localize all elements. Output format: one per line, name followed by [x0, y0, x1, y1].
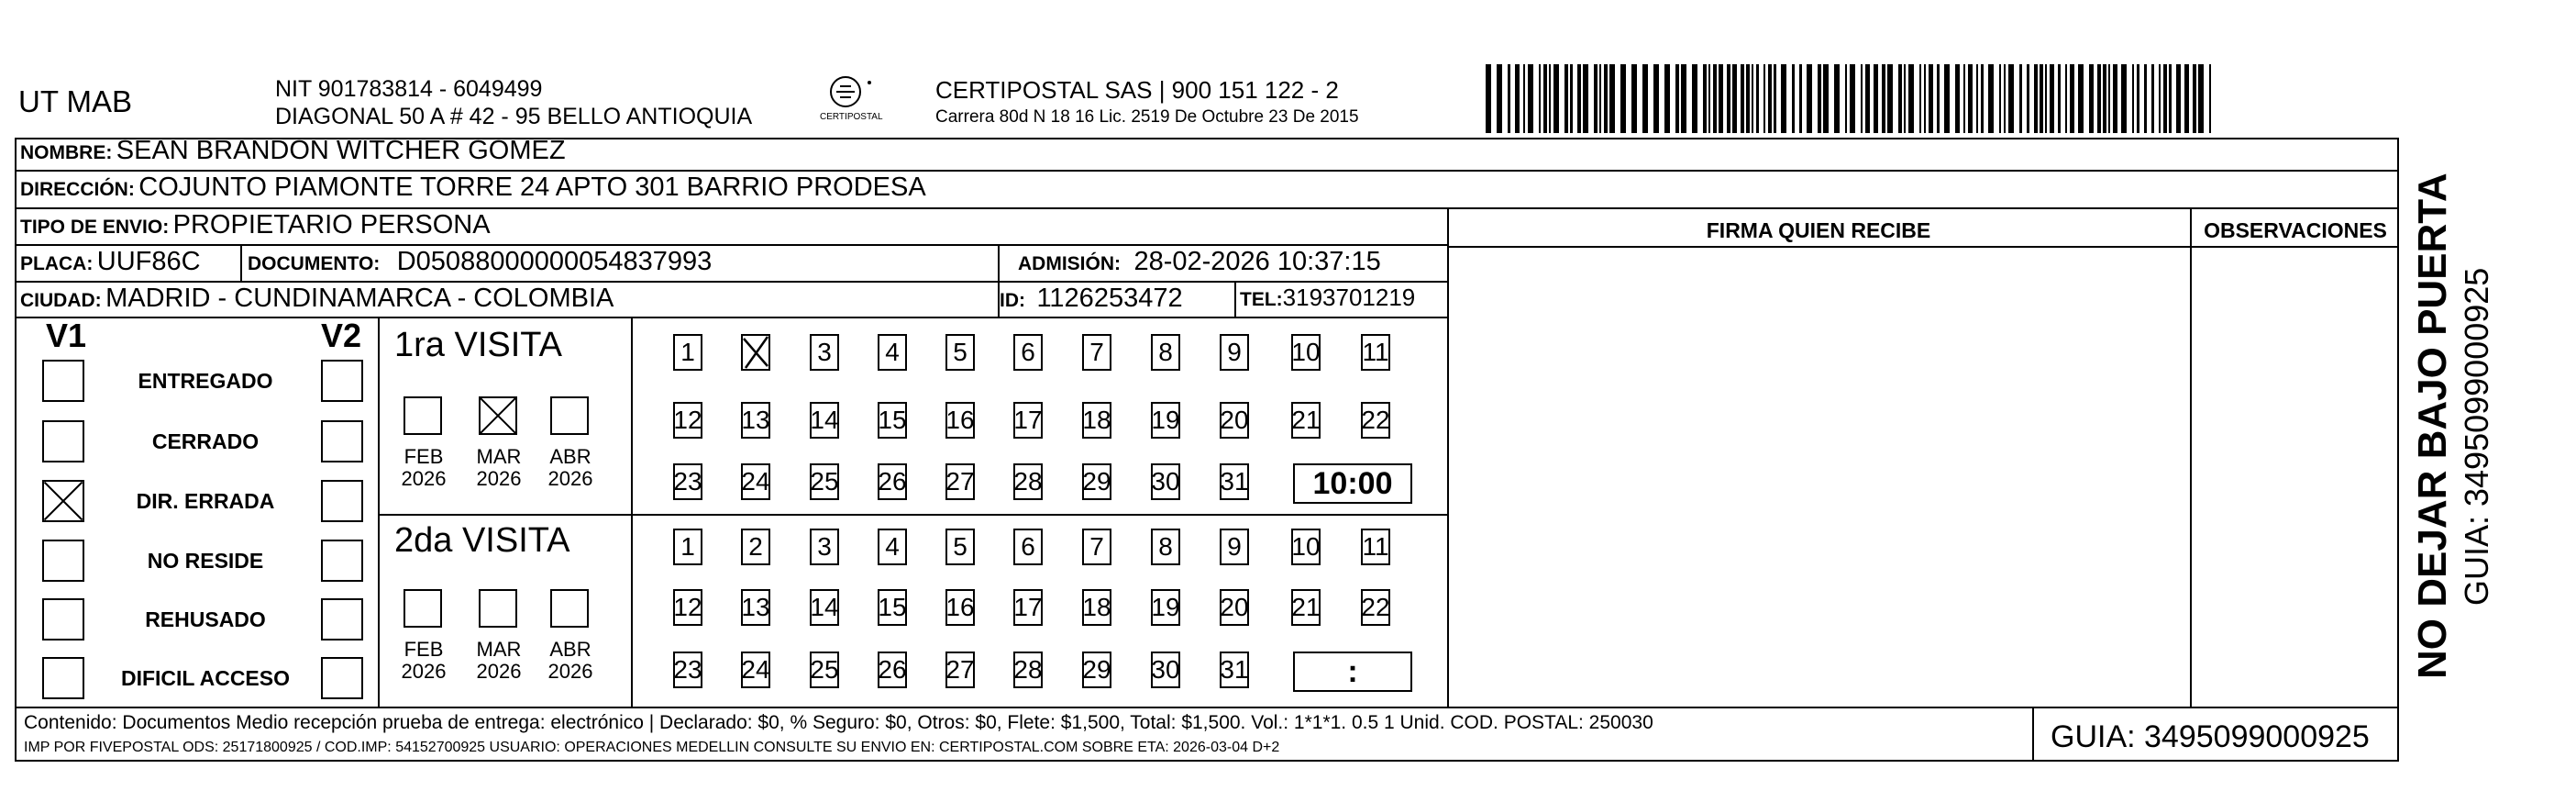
- barcode-bar: [1865, 64, 1870, 133]
- barcode-bar: [2137, 64, 2139, 133]
- v2-checkbox[interactable]: [321, 598, 363, 640]
- barcode-bar: [1609, 64, 1615, 133]
- barcode-bar: [1583, 64, 1588, 133]
- barcode-bar: [1523, 64, 1525, 133]
- barcode: [1486, 64, 2219, 133]
- barcode-bar: [1719, 64, 1723, 133]
- visit1-title: 1ra VISITA: [394, 326, 563, 364]
- day-cell[interactable]: 16: [945, 589, 975, 626]
- visit2-title: 2da VISITA: [394, 521, 570, 560]
- barcode-bar: [2159, 64, 2161, 133]
- barcode-bar: [2097, 64, 2101, 133]
- barcode-bar: [1564, 64, 1568, 133]
- type-row: [20, 210, 491, 240]
- barcode-bar: [1874, 64, 1878, 133]
- barcode-bar: [1692, 64, 1697, 133]
- reason-label: REHUSADO: [145, 607, 266, 631]
- day-cell[interactable]: 14: [810, 589, 839, 626]
- day-cell[interactable]: 26: [878, 652, 907, 688]
- barcode-bar: [1594, 64, 1598, 133]
- barcode-bar: [1746, 64, 1750, 133]
- v1-checkbox[interactable]: [42, 480, 84, 522]
- day-cell[interactable]: 3: [810, 529, 839, 565]
- day-cell[interactable]: 29: [1082, 652, 1111, 688]
- barcode-bar: [1653, 64, 1659, 133]
- reason-label: ENTREGADO: [138, 369, 273, 393]
- footer-guia: GUIA: 3495099000925: [2051, 719, 2370, 754]
- barcode-bar: [1675, 64, 1679, 133]
- day-cell[interactable]: 24: [741, 652, 770, 688]
- barcode-bar: [2132, 64, 2134, 133]
- barcode-bar: [2065, 64, 2067, 133]
- barcode-bar: [1799, 64, 1802, 133]
- day-cell[interactable]: 7: [1082, 529, 1111, 565]
- time-field[interactable]: 10:00: [1293, 463, 1412, 504]
- barcode-bar: [1664, 64, 1670, 133]
- tel-cell: [1240, 284, 1415, 312]
- day-cell[interactable]: 22: [1361, 402, 1390, 439]
- day-cell[interactable]: 1: [673, 334, 702, 371]
- v2-checkbox[interactable]: [321, 657, 363, 699]
- day-cell[interactable]: 14: [810, 402, 839, 439]
- day-cell[interactable]: 30: [1151, 463, 1180, 500]
- day-cell[interactable]: 28: [1013, 463, 1043, 500]
- day-cell[interactable]: 12: [673, 402, 702, 439]
- barcode-bar: [1981, 64, 1984, 133]
- barcode-bar: [1486, 64, 1491, 133]
- barcode-bar: [2209, 64, 2211, 133]
- footer-content: Contenido: Documentos Medio recepción prueba de entrega: electrónico | Declarado: $0, % Seguro: $0, Otros: $0, Flete: $1,500, Total: $1,500. Vol.: 1*1*1. 0.5 1 Unid. COD. POSTAL: 250030: [24, 712, 1653, 733]
- barcode-bar: [1929, 64, 1933, 133]
- v1-checkbox[interactable]: [42, 598, 84, 640]
- admission-label: ADMISIÓN:: [1018, 253, 1121, 274]
- day-cell[interactable]: 28: [1013, 652, 1043, 688]
- barcode-bar: [1515, 64, 1520, 133]
- day-cell[interactable]: 7: [1082, 334, 1111, 371]
- observations-label: OBSERVACIONES: [2204, 218, 2387, 242]
- barcode-bar: [1968, 64, 1973, 133]
- v1-header: V1: [46, 317, 87, 354]
- day-cell[interactable]: 3: [810, 334, 839, 371]
- v1-checkbox[interactable]: [42, 420, 84, 462]
- document-cell: [248, 247, 712, 277]
- barcode-bar: [2058, 64, 2061, 133]
- barcode-bar: [1850, 64, 1855, 133]
- reason-label: DIFICIL ACCESO: [120, 666, 290, 690]
- barcode-bar: [2050, 64, 2054, 133]
- barcode-bar: [2121, 64, 2127, 133]
- day-cell[interactable]: 13: [741, 402, 770, 439]
- day-cell[interactable]: 8: [1151, 529, 1180, 565]
- day-cell[interactable]: 19: [1151, 589, 1180, 626]
- barcode-bar: [1818, 64, 1821, 133]
- time-field[interactable]: :: [1293, 652, 1412, 692]
- barcode-bar: [2184, 64, 2189, 133]
- barcode-bar: [1944, 64, 1950, 133]
- side-guia: GUIA: 3495099000925: [2458, 267, 2495, 606]
- barcode-bar: [1845, 64, 1847, 133]
- barcode-bar: [1549, 64, 1551, 133]
- reason-label: DIR. ERRADA: [136, 489, 275, 513]
- day-cell[interactable]: 31: [1220, 652, 1249, 688]
- barcode-bar: [2004, 64, 2006, 133]
- month-label: ABR 2026: [547, 638, 593, 684]
- barcode-bar: [1937, 64, 1940, 133]
- month-checkbox[interactable]: [479, 396, 517, 435]
- day-cell[interactable]: 31: [1220, 463, 1249, 500]
- barcode-bar: [1861, 64, 1863, 133]
- barcode-bar: [2198, 64, 2204, 133]
- barcode-bar: [1756, 64, 1759, 133]
- barcode-bar: [1570, 64, 1573, 133]
- day-cell[interactable]: 6: [1013, 334, 1043, 371]
- barcode-bar: [1807, 64, 1812, 133]
- day-cell[interactable]: 23: [673, 652, 702, 688]
- signature-label: FIRMA QUIEN RECIBE: [1706, 218, 1931, 242]
- plate-label: PLACA:: [20, 253, 94, 274]
- month-checkbox[interactable]: [404, 396, 442, 435]
- barcode-bar: [1713, 64, 1717, 133]
- barcode-bar: [1741, 64, 1744, 133]
- day-cell[interactable]: 20: [1220, 589, 1249, 626]
- plate-cell: [20, 247, 201, 277]
- day-cell[interactable]: 27: [945, 652, 975, 688]
- nit-text: NIT 901783814 - 6049499: [275, 76, 543, 102]
- id-label: ID:: [1000, 290, 1025, 311]
- v1-checkbox[interactable]: [42, 360, 84, 402]
- city-cell: [20, 284, 614, 314]
- day-cell[interactable]: 23: [673, 463, 702, 500]
- reason-label: CERRADO: [151, 429, 260, 453]
- day-cell[interactable]: 20: [1220, 402, 1249, 439]
- barcode-bar: [2108, 64, 2110, 133]
- barcode-bar: [1768, 64, 1772, 133]
- month-label: FEB 2026: [401, 638, 447, 684]
- barcode-bar: [1774, 64, 1776, 133]
- barcode-bar: [1988, 64, 1994, 133]
- barcode-bar: [2169, 64, 2172, 133]
- barcode-bar: [2144, 64, 2147, 133]
- day-cell[interactable]: 29: [1082, 463, 1111, 500]
- barcode-bar: [2019, 64, 2022, 133]
- barcode-bar: [1898, 64, 1902, 133]
- barcode-bar: [1924, 64, 1926, 133]
- plate-value: UUF86C: [96, 247, 201, 276]
- tel-label: TEL:: [1240, 289, 1283, 310]
- barcode-bar: [1732, 64, 1737, 133]
- address-row: [20, 173, 926, 203]
- barcode-bar: [1752, 64, 1753, 133]
- barcode-bar: [1604, 64, 1608, 133]
- day-cell[interactable]: 9: [1220, 334, 1249, 371]
- barcode-bar: [1642, 64, 1648, 133]
- logo-text: CERTIPOSTAL: [820, 112, 883, 122]
- day-mark-icon: [741, 334, 770, 371]
- city-value: MADRID - CUNDINAMARCA - COLOMBIA: [105, 284, 614, 313]
- city-label: CIUDAD:: [20, 290, 102, 311]
- barcode-bar: [2034, 64, 2038, 133]
- document-value: D05088000000054837993: [396, 247, 713, 276]
- barcode-bar: [1553, 64, 1559, 133]
- side-warning: NO DEJAR BAJO PUERTA: [2410, 173, 2455, 679]
- day-cell[interactable]: 30: [1151, 652, 1180, 688]
- barcode-bar: [1792, 64, 1795, 133]
- day-cell[interactable]: 19: [1151, 402, 1180, 439]
- barcode-bar: [1543, 64, 1547, 133]
- barcode-bar: [1904, 64, 1906, 133]
- company-license: Carrera 80d N 18 16 Lic. 2519 De Octubre 23 De 2015: [935, 107, 1359, 127]
- day-cell[interactable]: 18: [1082, 402, 1111, 439]
- ut-label: UT MAB: [18, 84, 133, 118]
- v1-checkbox[interactable]: [42, 540, 84, 582]
- day-cell[interactable]: 15: [878, 402, 907, 439]
- barcode-bar: [1577, 64, 1581, 133]
- v2-checkbox[interactable]: [321, 480, 363, 522]
- month-checkbox[interactable]: [550, 589, 589, 628]
- barcode-bar: [2027, 64, 2029, 133]
- v2-header: V2: [321, 317, 362, 354]
- day-cell[interactable]: 9: [1220, 529, 1249, 565]
- month-checkbox[interactable]: [550, 396, 589, 435]
- barcode-bar: [1620, 64, 1626, 133]
- barcode-bar: [1999, 64, 2001, 133]
- reason-label: NO RESIDE: [147, 549, 264, 573]
- document-label: DOCUMENTO:: [248, 253, 381, 274]
- barcode-bar: [1631, 64, 1637, 133]
- month-label: MAR 2026: [476, 445, 522, 491]
- day-cell[interactable]: 18: [1082, 589, 1111, 626]
- tel-value: 3193701219: [1282, 284, 1416, 311]
- v2-checkbox[interactable]: [321, 540, 363, 582]
- barcode-bar: [2193, 64, 2196, 133]
- barcode-bar: [1599, 64, 1601, 133]
- barcode-bar: [2151, 64, 2154, 133]
- name-label: NOMBRE:: [20, 142, 113, 163]
- day-cell[interactable]: 6: [1013, 529, 1043, 565]
- month-checkbox[interactable]: [404, 589, 442, 628]
- day-cell[interactable]: 10: [1291, 334, 1321, 371]
- day-cell[interactable]: 21: [1291, 589, 1321, 626]
- month-checkbox[interactable]: [479, 589, 517, 628]
- month-label: FEB 2026: [401, 445, 447, 491]
- day-cell[interactable]: 12: [673, 589, 702, 626]
- barcode-bar: [1781, 64, 1786, 133]
- admission-value: 28-02-2026 10:37:15: [1133, 247, 1381, 276]
- barcode-bar: [1681, 64, 1686, 133]
- day-cell[interactable]: 16: [945, 402, 975, 439]
- footer-imp: IMP POR FIVEPOSTAL ODS: 25171800925 / COD.IMP: 54152700925 USUARIO: OPERACIONES MEDELLIN CONSULTE SU ENVIO EN: CERTIPOSTAL.COM SOBRE ETA: 2026-03-04 D+2: [24, 740, 1280, 755]
- barcode-bar: [1708, 64, 1710, 133]
- barcode-bar: [1834, 64, 1840, 133]
- day-cell[interactable]: 4: [878, 334, 907, 371]
- address-label: DIRECCIÓN:: [20, 179, 135, 200]
- company-name: CERTIPOSTAL SAS | 900 151 122 - 2: [935, 76, 1339, 104]
- barcode-bar: [2113, 64, 2117, 133]
- barcode-bar: [1539, 64, 1541, 133]
- day-cell[interactable]: 22: [1361, 589, 1390, 626]
- company-address: DIAGONAL 50 A # 42 - 95 BELLO ANTIOQUIA: [275, 104, 753, 129]
- day-cell[interactable]: 1: [673, 529, 702, 565]
- barcode-bar: [2078, 64, 2084, 133]
- barcode-bar: [1963, 64, 1965, 133]
- day-cell[interactable]: 5: [945, 334, 975, 371]
- day-cell[interactable]: 17: [1013, 402, 1043, 439]
- day-cell[interactable]: 27: [945, 463, 975, 500]
- barcode-bar: [2070, 64, 2074, 133]
- name-row: [20, 136, 566, 166]
- month-label: ABR 2026: [547, 445, 593, 491]
- day-cell[interactable]: 8: [1151, 334, 1180, 371]
- day-cell[interactable]: [741, 334, 770, 371]
- id-cell: [1000, 284, 1183, 314]
- barcode-bar: [1908, 64, 1914, 133]
- day-cell[interactable]: 21: [1291, 402, 1321, 439]
- day-cell[interactable]: 24: [741, 463, 770, 500]
- barcode-bar: [1703, 64, 1707, 133]
- id-value: 1126253472: [1036, 284, 1183, 313]
- barcode-bar: [2040, 64, 2043, 133]
- day-cell[interactable]: 25: [810, 463, 839, 500]
- certipostal-logo: [807, 73, 899, 128]
- barcode-bar: [2103, 64, 2106, 133]
- v2-checkbox[interactable]: [321, 420, 363, 462]
- day-cell[interactable]: 4: [878, 529, 907, 565]
- day-cell[interactable]: 26: [878, 463, 907, 500]
- day-cell[interactable]: 11: [1361, 334, 1390, 371]
- shipment-type: PROPIETARIO PERSONA: [172, 210, 491, 239]
- day-cell[interactable]: 13: [741, 589, 770, 626]
- barcode-bar: [2176, 64, 2181, 133]
- barcode-bar: [1882, 64, 1885, 133]
- recipient-address: COJUNTO PIAMONTE TORRE 24 APTO 301 BARRIO PRODESA: [138, 173, 926, 202]
- barcode-bar: [1919, 64, 1921, 133]
- day-cell[interactable]: 15: [878, 589, 907, 626]
- day-cell[interactable]: 10: [1291, 529, 1321, 565]
- barcode-bar: [2163, 64, 2167, 133]
- barcode-bar: [1823, 64, 1829, 133]
- v1-checkbox[interactable]: [42, 657, 84, 699]
- day-cell[interactable]: 2: [741, 529, 770, 565]
- barcode-bar: [1497, 64, 1502, 133]
- type-label: TIPO DE ENVIO:: [20, 217, 170, 238]
- barcode-bar: [1528, 64, 1533, 133]
- barcode-bar: [2008, 64, 2014, 133]
- barcode-bar: [1727, 64, 1730, 133]
- barcode-bar: [1887, 64, 1893, 133]
- admission-cell: [1018, 247, 1381, 277]
- barcode-bar: [2045, 64, 2047, 133]
- barcode-bar: [1508, 64, 1510, 133]
- barcode-bar: [1763, 64, 1765, 133]
- recipient-name: SEAN BRANDON WITCHER GOMEZ: [116, 136, 566, 165]
- v2-checkbox[interactable]: [321, 360, 363, 402]
- barcode-bar: [2089, 64, 2094, 133]
- day-cell[interactable]: 11: [1361, 529, 1390, 565]
- day-cell[interactable]: 17: [1013, 589, 1043, 626]
- barcode-bar: [1955, 64, 1960, 133]
- day-cell[interactable]: 5: [945, 529, 975, 565]
- month-label: MAR 2026: [476, 638, 522, 684]
- day-cell[interactable]: 25: [810, 652, 839, 688]
- barcode-bar: [1976, 64, 1978, 133]
